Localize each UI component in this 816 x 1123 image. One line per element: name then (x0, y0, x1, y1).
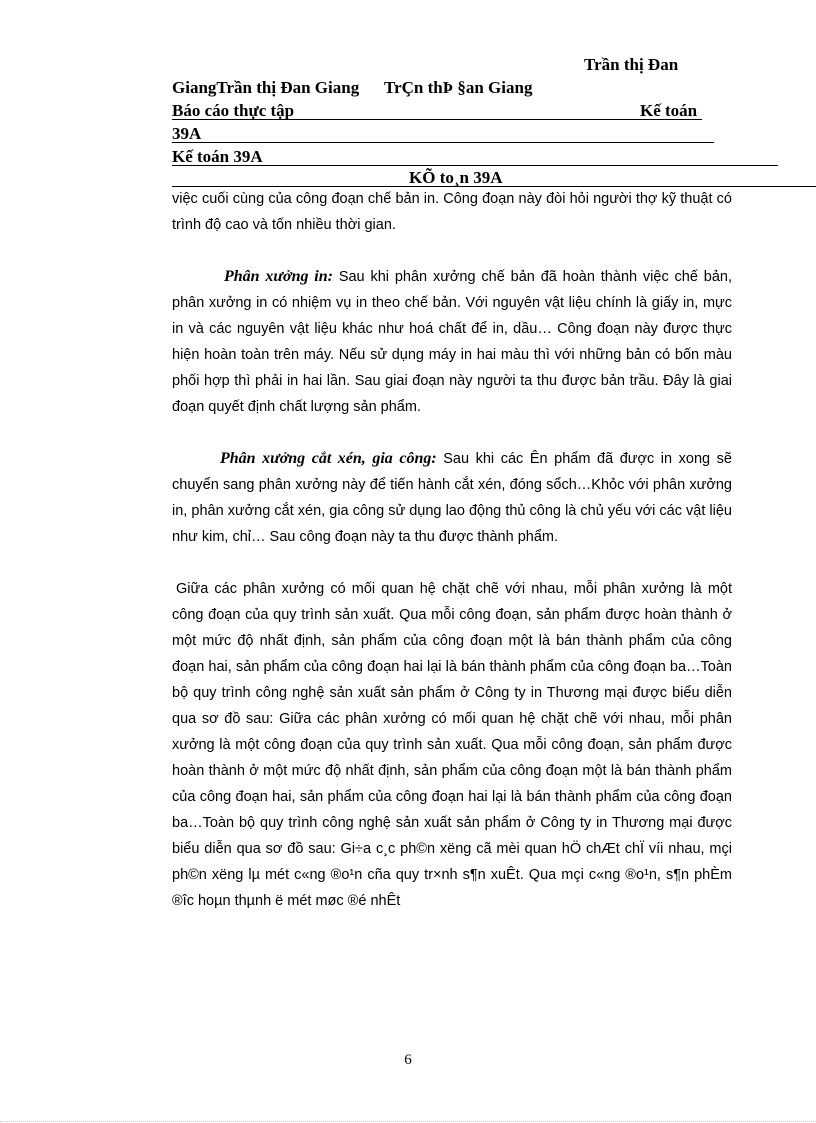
paragraph-quan-he: Giữa các phân xưởng có mối quan hệ chặt chẽ với nhau, mỗi phân xưởng là một công đoạn của quy trình sản xuất. Qua mỗi công đoạn, sản phẩm được hoàn thành ở một mức độ nhất định, sản phẩm của công đoạn một là bán thành phẩm của công đoạn hai, sản phẩm của công đoạn hai lại là bán thành phẩm của công đoạn ba…Toàn bộ quy trình công nghệ sản xuất sản phẩm ở Công ty in Thương mại được biểu diễn qua sơ đồ sau: Giữa các phân xưởng có mối quan hệ chặt chẽ với nhau, mỗi phân xưởng là một công đoạn của quy trình sản xuất. Qua mỗi công đoạn, sản phẩm được hoàn thành ở một mức độ nhất định, sản phẩm của công đoạn một là bán thành phẩm của công đoạn hai, sản phẩm của công đoạn hai lại là bán thành phẩm của công đoạn ba…Toàn bộ quy trình công nghệ sản xuất sản phẩm ở Công ty in Thương mại được biểu diễn qua sơ đồ sau: Gi÷a c¸c ph©n xëng cã mèi quan hÖ chÆt chÏ víi nhau, mçi ph©n xëng lµ mét c«ng ®o¹n cña quy tr×nh s¶n xuÊt. Qua mçi c«ng ®o¹n, s¶n phÈm ®îc hoµn thµnh ë mét møc ®é nhÊt (172, 581, 732, 909)
header-rule-1 (172, 119, 702, 120)
paragraph-phan-xuong-in (172, 264, 732, 420)
header-39a: 39A (172, 124, 202, 143)
header-line-2a: GiangTrần thị Đan Giang (172, 78, 360, 97)
paragraph-intro: việc cuối cùng của công đoạn chế bản in. Công đoạn này đòi hỏi người thợ kỹ thuật có trình độ cao và tốn nhiều thời gian. (172, 191, 732, 233)
heading-cat-xen: Phân xưởng cắt xén, gia công: (220, 450, 437, 467)
header-line-2b: TrÇn thÞ §an Giang (384, 78, 533, 97)
page-bottom-divider (0, 1121, 816, 1122)
paragraph-cat-xen-text: Sau khi các Ên phẩm đã được in xong sẽ chuyển sang phân xưởng này để tiến hành cắt xén, đóng sổch…Khỏc với phân xưởng in, phân xưởng cắt xén, gia công sử dụng lao động thủ công là chủ yếu với các vật liệu như kim, chỉ… Sau công đoạn này ta thu được thành phẩm. (172, 451, 732, 545)
header-line-1: Trần thị Đan (584, 55, 679, 74)
header-ke-toan-39a: Kế toán 39A (172, 147, 263, 166)
heading-phan-xuong-in: Phân xưởng in: (224, 268, 333, 285)
paragraph-cat-xen (172, 446, 732, 550)
header-ke-toan-39a-encoded: KÕ to¸n 39A (409, 168, 503, 187)
paragraph-phan-xuong-in-text: Sau khi phân xưởng chế bản đã hoàn thành việc chế bản, phân xưởng in có nhiệm vụ in theo chế bản. Với nguyên vật liệu chính là giấy in, mực in và các nguyên vật liệu khác như hoá chất để in, dầu… Công đoạn này được thực hiện hoàn toàn trên máy. Nếu sử dụng máy in hai màu thì với những bản có bốn màu phối hợp thì phải in hai lần. Sau giai đoạn này người ta thu được bản trầu. Đây là giai đoạn quyết định chất lượng sản phẩm. (172, 269, 733, 415)
header-ke-toan: Kế toán (640, 101, 698, 120)
page-number: 6 (404, 1052, 412, 1068)
header-rule-2 (172, 142, 714, 143)
document-body (172, 186, 732, 914)
header-rule-3 (172, 165, 778, 166)
header-report-title: Báo cáo thực tập (172, 101, 295, 120)
